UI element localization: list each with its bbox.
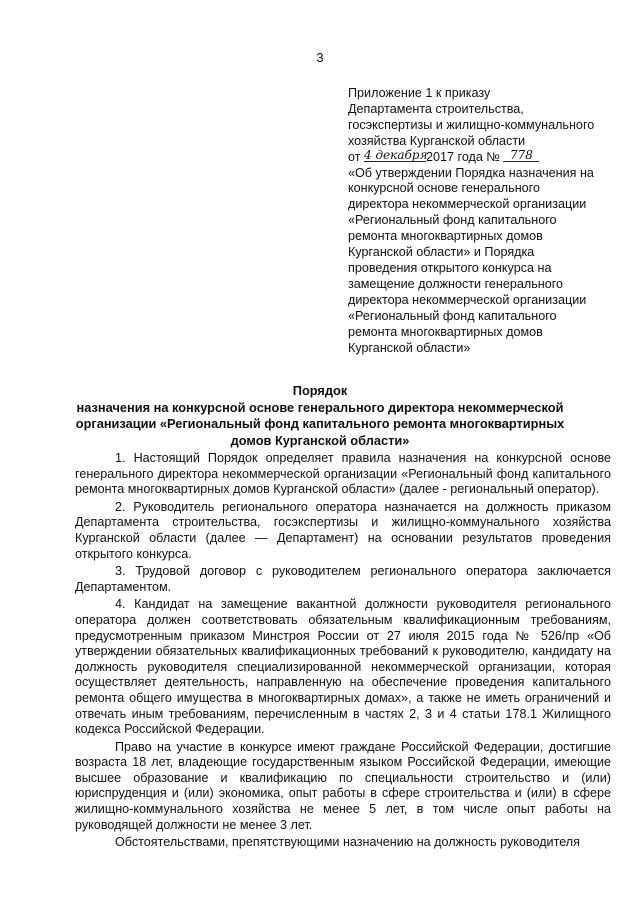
appendix-line: «Об утверждении Порядка назначения на (348, 165, 594, 180)
title-line: организации «Региональный фонд капитального ремонта многоквартирных (75, 416, 565, 431)
appendix-line: директора некоммерческой организации (348, 197, 587, 212)
paragraph-3: 3. Трудовой договор с руководителем регионального оператора заключается Департаментом. (75, 564, 611, 594)
appendix-header (348, 86, 610, 356)
appendix-line: Курганской области» (348, 340, 471, 355)
appendix-line: замещение должности генерального (348, 276, 564, 291)
paragraph-1: 1. Настоящий Порядок определяет правила назначения на конкурсной основе генерального директора некоммерческой организации «Региональный фонд капитального ремонта многоквартирных домов Курганской области» (далее - региональный оператор). (75, 451, 611, 497)
date-prefix: от (348, 149, 361, 164)
paragraph-5: Право на участие в конкурсе имеют граждане Российской Федерации, достигшие возраста 18 лет, владеющие государственным языком Российской Федерации, имеющие высшее образование и квалификацию по специальности строительство и (или) юриспруденция и (или) экономика, опыт работы в сфере строительства и (или) в сфере жилищно-коммунального хозяйства не менее 5 лет, в том числе опыт работы на руководящей должности не менее 3 лет. (75, 739, 611, 832)
appendix-line: конкурсной основе генерального (348, 181, 540, 196)
appendix-line: «Региональный фонд капитального (348, 213, 557, 228)
page-number: 3 (316, 50, 324, 65)
document-title (40, 383, 600, 449)
title-line: назначения на конкурсной основе генерального директора некоммерческой (76, 399, 564, 415)
appendix-line: директора некоммерческой организации (348, 292, 587, 307)
handwritten-date: 4 декабря (364, 147, 428, 162)
paragraph-2: 2. Руководитель регионального оператора назначается на должность приказом Департамента строительства, госэкспертизы и жилищно-коммунального хозяйства Курганской области (далее — Департамент) на основании результатов проведения открытого конкурса. (75, 499, 611, 561)
appendix-line: ремонта многоквартирных домов (348, 229, 543, 244)
title-line: домов Курганской области» (230, 432, 410, 448)
appendix-line: хозяйства Курганской области (348, 133, 526, 148)
appendix-line: Приложение 1 к приказу (348, 86, 491, 100)
paragraph-4: 4. Кандидат на замещение вакантной должности руководителя регионального оператора должен соответствовать обязательным квалификационным требованиям, предусмотренным приказом Минстроя России от 27 июля 2015 года № 526/пр «Об утверждении обязательных квалификационных требований к руководителю, кандидату на должность руководителя специализированной некоммерческой организации, которая осуществляет деятельность, направленную на обеспечение проведения капитального ремонта общего имущества в многоквартирных домах», а также не иметь ограничений и отвечать иным требованиям, перечисленным в частях 2, 3 и 4 статьи 178.1 Жилищного кодекса Российской Федерации. (75, 597, 611, 737)
appendix-line: Департамента строительства, (348, 101, 524, 116)
appendix-line: «Региональный фонд капитального (348, 308, 557, 323)
appendix-line: Курганской области» и Порядка (348, 245, 535, 260)
handwritten-order-number: 778 (503, 149, 539, 162)
title-line: Порядок (292, 383, 348, 398)
date-year: 2017 года № (426, 149, 500, 164)
order-date-line (348, 147, 610, 166)
appendix-line: ремонта многоквартирных домов (348, 324, 543, 339)
appendix-line: проведения открытого конкурса на (348, 260, 552, 275)
appendix-line: госэкспертизы и жилищно-коммунального (348, 117, 595, 132)
document-body (75, 451, 611, 851)
paragraph-6: Обстоятельствами, препятствующими назначению на должность руководителя (115, 835, 580, 850)
